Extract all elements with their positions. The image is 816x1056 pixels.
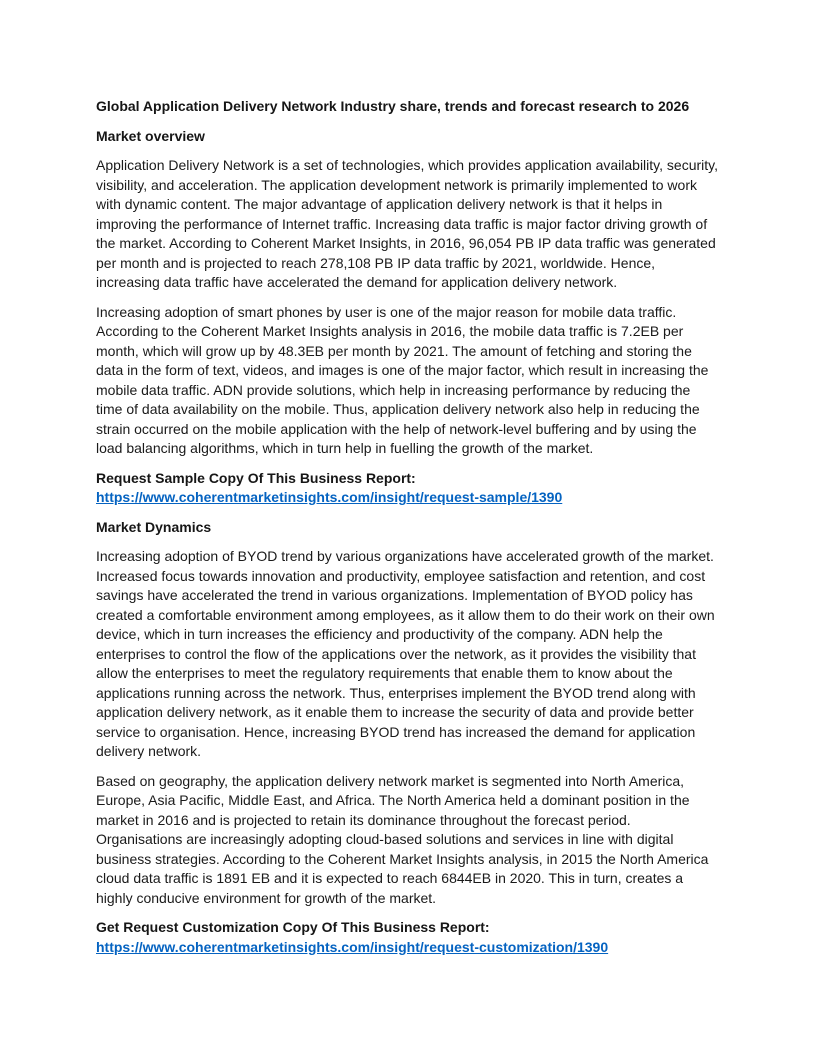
request-sample-label: Request Sample Copy Of This Business Report: (96, 469, 416, 486)
document-title: Global Application Delivery Network Industry share, trends and forecast research to 2026 (96, 98, 690, 114)
request-customization-label: Get Request Customization Copy Of This Business Report: (96, 919, 490, 935)
section-heading-market-overview: Market overview (96, 127, 205, 144)
market-overview-paragraph-1: Application Delivery Network is a set of technologies, which provides application availability, security, visibility, and acceleration. The application development network is primarily implemented to work with dynamic content. The major advantage of application delivery network is that it helps in improving the performance of Internet traffic. Increasing data traffic is major factor driving growth of the market. According to Coherent Market Insights, in 2016, 96,054 PB IP data traffic was generated per month and is projected to reach 278,108 PB IP data traffic by 2021, worldwide. Hence, increasing data traffic have accelerated the demand for application delivery network. (96, 157, 718, 290)
request-sample-block (96, 469, 720, 508)
request-customization-link[interactable]: https://www.coherentmarketinsights.com/insight/request-customization/1390 (96, 938, 609, 955)
section-heading-market-dynamics: Market Dynamics (96, 518, 212, 535)
market-overview-paragraph-2: Increasing adoption of smart phones by user is one of the major reason for mobile data traffic. According to the Coherent Market Insights analysis in 2016, the mobile data traffic is 7.2EB per month, which will grow up by 48.3EB per month by 2021. The amount of fetching and storing the data in the form of text, videos, and images is one of the major factor, which result in increasing the mobile data traffic. ADN provide solutions, which help in increasing performance by reducing the time of data availability on the mobile. Thus, application delivery network also help in reducing the strain occurred on the mobile application with the help of network-level buffering and by using the load balancing algorithms, which in turn help in fuelling the growth of the market. (96, 303, 709, 456)
request-customization-block (96, 918, 720, 957)
market-dynamics-paragraph-2: Based on geography, the application delivery network market is segmented into North America, Europe, Asia Pacific, Middle East, and Africa. The North America held a dominant position in the market in 2016 and is projected to retain its dominance throughout the forecast period. Organisations are increasingly adopting cloud-based solutions and services in line with digital business strategies. According to the Coherent Market Insights analysis, in 2015 the North America cloud data traffic is 1891 EB and it is expected to reach 6844EB in 2020. This in turn, creates a highly conducive environment for growth of the market. (96, 772, 709, 906)
request-sample-link[interactable]: https://www.coherentmarketinsights.com/insight/request-sample/1390 (96, 489, 563, 505)
market-dynamics-paragraph-1: Increasing adoption of BYOD trend by various organizations have accelerated growth of the market. Increased focus towards innovation and productivity, employee satisfaction and retention, and cost savings have accelerated the trend in various organizations. Implementation of BYOD policy has created a comfortable environment among employees, as it allow them to do their work on their own device, which in turn increases the efficiency and productivity of the company. ADN help the enterprises to control the flow of the applications over the network, as it provides the visibility that allow the enterprises to meet the regulatory requirements that enable them to know about the applications running across the network. Thus, enterprises implement the BYOD trend along with application delivery network, as it enable them to increase the security of data and provide better service to organisation. Hence, increasing BYOD trend has increased the demand for application delivery network. (96, 548, 715, 759)
